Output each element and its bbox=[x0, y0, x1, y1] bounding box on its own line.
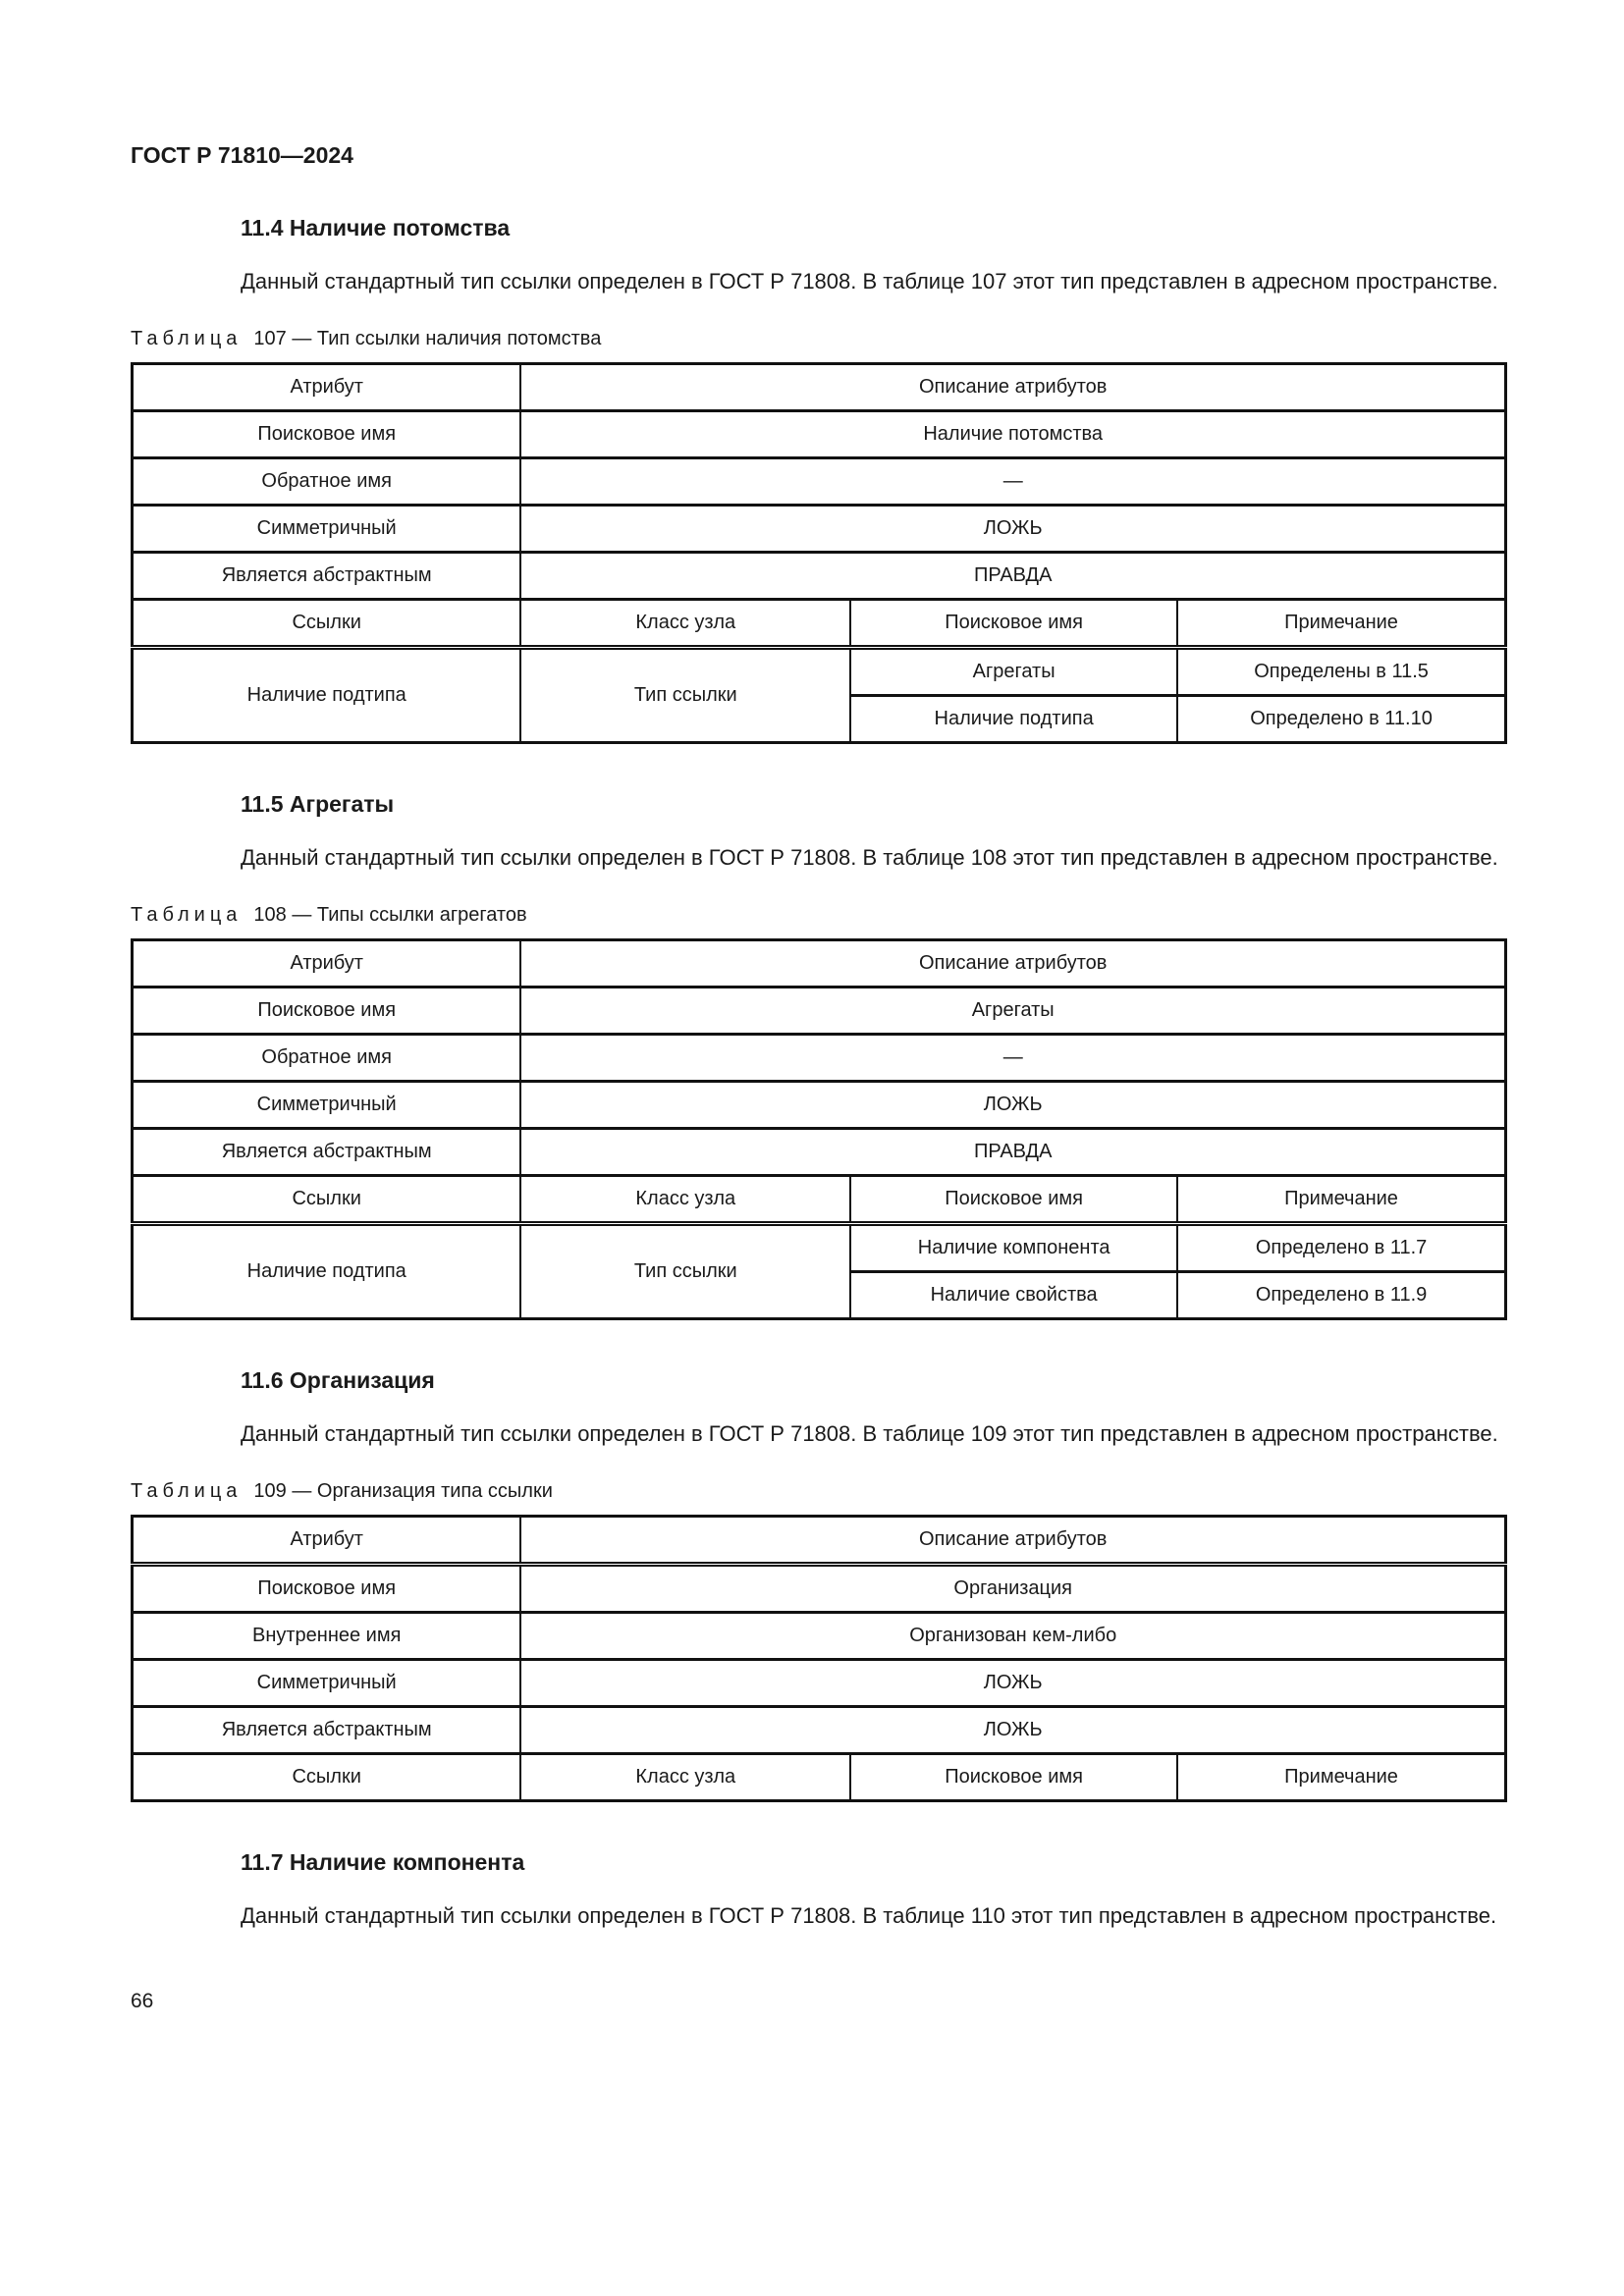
table-row bbox=[133, 1565, 1506, 1613]
cell: Класс узла bbox=[520, 600, 850, 648]
table-row bbox=[133, 940, 1506, 988]
page-number: 66 bbox=[131, 1990, 154, 2012]
table-row bbox=[133, 648, 1506, 696]
cell: Атрибут bbox=[133, 940, 521, 988]
caption-label: Таблица bbox=[131, 328, 243, 349]
table-row bbox=[133, 1176, 1506, 1224]
table-row bbox=[133, 411, 1506, 458]
cell: ЛОЖЬ bbox=[520, 1082, 1505, 1129]
cell: Симметричный bbox=[133, 1660, 521, 1707]
cell: Описание атрибутов bbox=[520, 1517, 1505, 1565]
cell: ЛОЖЬ bbox=[520, 1660, 1505, 1707]
cell: Является абстрактным bbox=[133, 553, 521, 600]
table-109 bbox=[131, 1515, 1507, 1802]
cell: Симметричный bbox=[133, 506, 521, 553]
cell: Наличие подтипа bbox=[850, 696, 1177, 743]
cell: Ссылки bbox=[133, 1176, 521, 1224]
cell: Примечание bbox=[1177, 600, 1505, 648]
cell: Поисковое имя bbox=[133, 1565, 521, 1613]
cell: ЛОЖЬ bbox=[520, 506, 1505, 553]
cell: Наличие компонента bbox=[850, 1224, 1177, 1272]
cell: Определено в 11.7 bbox=[1177, 1224, 1505, 1272]
cell: Описание атрибутов bbox=[520, 940, 1505, 988]
cell: Ссылки bbox=[133, 600, 521, 648]
cell: Наличие потомства bbox=[520, 411, 1505, 458]
table-row bbox=[133, 506, 1506, 553]
table-row bbox=[133, 1660, 1506, 1707]
cell: Определено в 11.9 bbox=[1177, 1272, 1505, 1319]
cell: Обратное имя bbox=[133, 1035, 521, 1082]
section-heading-11-5: 11.5 Агрегаты bbox=[241, 791, 395, 817]
table-107 bbox=[131, 362, 1507, 744]
cell: Поисковое имя bbox=[133, 411, 521, 458]
cell: Примечание bbox=[1177, 1176, 1505, 1224]
cell: Описание атрибутов bbox=[520, 364, 1505, 411]
table-row bbox=[133, 600, 1506, 648]
section-heading-11-7: 11.7 Наличие компонента bbox=[241, 1849, 525, 1875]
cell: Примечание bbox=[1177, 1754, 1505, 1801]
table-108 bbox=[131, 938, 1507, 1320]
cell: Определены в 11.5 bbox=[1177, 648, 1505, 696]
caption-label: Таблица bbox=[131, 1480, 243, 1502]
cell: Является абстрактным bbox=[133, 1707, 521, 1754]
doc-title: ГОСТ Р 71810—2024 bbox=[131, 142, 353, 168]
cell: Агрегаты bbox=[850, 648, 1177, 696]
table-row bbox=[133, 458, 1506, 506]
cell: Атрибут bbox=[133, 1517, 521, 1565]
table-caption-107 bbox=[131, 327, 1507, 350]
section-heading-11-4: 11.4 Наличие потомства bbox=[241, 215, 511, 240]
cell: Тип ссылки bbox=[520, 1224, 850, 1319]
table-row bbox=[133, 1129, 1506, 1176]
cell: Поисковое имя bbox=[850, 1176, 1177, 1224]
table-row bbox=[133, 553, 1506, 600]
cell: Тип ссылки bbox=[520, 648, 850, 743]
caption-text: 109 — Организация типа ссылки bbox=[253, 1480, 553, 1502]
table-row bbox=[133, 1754, 1506, 1801]
cell: Наличие подтипа bbox=[133, 1224, 521, 1319]
cell: Симметричный bbox=[133, 1082, 521, 1129]
cell: Класс узла bbox=[520, 1176, 850, 1224]
cell: ЛОЖЬ bbox=[520, 1707, 1505, 1754]
caption-text: 108 — Типы ссылки агрегатов bbox=[253, 904, 527, 926]
table-row bbox=[133, 364, 1506, 411]
cell: — bbox=[520, 1035, 1505, 1082]
paragraph-11-6: Данный стандартный тип ссылки определен в ГОСТ Р 71808. В таблице 109 этот тип представлен в адресном пространстве. bbox=[241, 1421, 1498, 1446]
caption-text: 107 — Тип ссылки наличия потомства bbox=[253, 328, 602, 349]
cell: Ссылки bbox=[133, 1754, 521, 1801]
table-row bbox=[133, 1224, 1506, 1272]
cell: Атрибут bbox=[133, 364, 521, 411]
section-heading-11-6: 11.6 Организация bbox=[241, 1367, 435, 1393]
cell: Агрегаты bbox=[520, 988, 1505, 1035]
cell: Поисковое имя bbox=[133, 988, 521, 1035]
cell: Организован кем-либо bbox=[520, 1613, 1505, 1660]
table-row bbox=[133, 1082, 1506, 1129]
cell: Внутреннее имя bbox=[133, 1613, 521, 1660]
cell: Обратное имя bbox=[133, 458, 521, 506]
cell: ПРАВДА bbox=[520, 1129, 1505, 1176]
table-row bbox=[133, 1035, 1506, 1082]
cell: Наличие подтипа bbox=[133, 648, 521, 743]
paragraph-11-5: Данный стандартный тип ссылки определен в ГОСТ Р 71808. В таблице 108 этот тип представлен в адресном пространстве. bbox=[241, 845, 1498, 870]
table-caption-109 bbox=[131, 1479, 1507, 1503]
paragraph-11-7: Данный стандартный тип ссылки определен в ГОСТ Р 71808. В таблице 110 этот тип представлен в адресном пространстве. bbox=[241, 1903, 1497, 1928]
table-row bbox=[133, 1517, 1506, 1565]
cell: Поисковое имя bbox=[850, 600, 1177, 648]
table-row bbox=[133, 1707, 1506, 1754]
cell: ПРАВДА bbox=[520, 553, 1505, 600]
caption-label: Таблица bbox=[131, 904, 243, 926]
cell: — bbox=[520, 458, 1505, 506]
cell: Класс узла bbox=[520, 1754, 850, 1801]
table-row bbox=[133, 1613, 1506, 1660]
cell: Организация bbox=[520, 1565, 1505, 1613]
table-row bbox=[133, 988, 1506, 1035]
cell: Наличие свойства bbox=[850, 1272, 1177, 1319]
cell: Является абстрактным bbox=[133, 1129, 521, 1176]
cell: Поисковое имя bbox=[850, 1754, 1177, 1801]
table-caption-108 bbox=[131, 903, 1507, 927]
cell: Определено в 11.10 bbox=[1177, 696, 1505, 743]
paragraph-11-4: Данный стандартный тип ссылки определен в ГОСТ Р 71808. В таблице 107 этот тип представлен в адресном пространстве. bbox=[241, 269, 1498, 294]
